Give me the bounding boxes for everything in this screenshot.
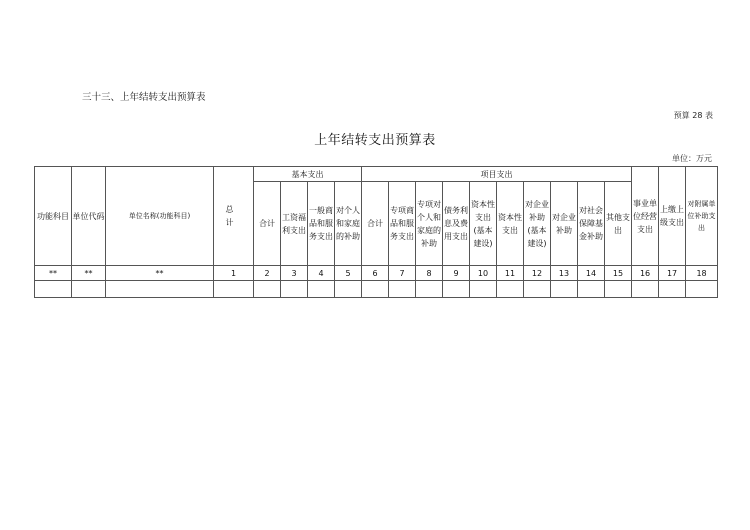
index-cell: 1 [214, 266, 254, 281]
page-title: 上年结转支出预算表 [314, 133, 436, 148]
header-basic-col: 合计 [254, 182, 281, 266]
index-cell: 15 [605, 266, 632, 281]
table-row-empty [35, 281, 718, 298]
index-cell: 17 [659, 266, 686, 281]
header-basic-expense: 基本支出 [254, 167, 362, 182]
header-project-col: 专项对个人和家庭的补助 [416, 182, 443, 266]
index-cell: 13 [551, 266, 578, 281]
header-project-expense: 项目支出 [362, 167, 632, 182]
header-basic-col: 工资福利支出 [281, 182, 308, 266]
header-project-col: 对企业补助(基本建设) [524, 182, 551, 266]
index-cell: 2 [254, 266, 281, 281]
header-project-col: 专项商品和服务支出 [389, 182, 416, 266]
header-project-col: 债务利息及费用支出 [443, 182, 470, 266]
index-cell: ** [35, 266, 72, 281]
header-upper-payment: 上缴上级支出 [659, 167, 686, 266]
index-cell: 4 [308, 266, 335, 281]
index-cell: 11 [497, 266, 524, 281]
header-row-1 [35, 167, 718, 182]
index-cell: 5 [335, 266, 362, 281]
index-cell: ** [72, 266, 106, 281]
header-business-expense: 事业单位经营支出 [632, 167, 659, 266]
index-cell: 18 [686, 266, 718, 281]
index-cell: 12 [524, 266, 551, 281]
unit-label: 单位：万元 [672, 154, 712, 163]
header-project-col: 对企业补助 [551, 182, 578, 266]
section-title: 三十三、上年结转支出预算表 [82, 92, 206, 103]
header-subsidiary-subsidy: 对附属单位补助支出 [686, 167, 718, 266]
header-project-col: 资本性支出 [497, 182, 524, 266]
index-cell: 10 [470, 266, 497, 281]
index-row [35, 266, 718, 281]
index-cell: 7 [389, 266, 416, 281]
index-cell: 3 [281, 266, 308, 281]
index-cell: 6 [362, 266, 389, 281]
index-cell: 16 [632, 266, 659, 281]
index-cell: ** [106, 266, 214, 281]
header-unit-code: 单位代码 [72, 167, 106, 266]
index-cell: 14 [578, 266, 605, 281]
index-cell: 8 [416, 266, 443, 281]
budget-table [34, 166, 718, 298]
header-basic-col: 一般商品和服务支出 [308, 182, 335, 266]
header-unit-name: 单位名称(功能科目) [106, 167, 214, 266]
header-project-col: 合计 [362, 182, 389, 266]
header-basic-col: 对个人和家庭的补助 [335, 182, 362, 266]
header-project-col: 资本性支出(基本建设) [470, 182, 497, 266]
index-cell: 9 [443, 266, 470, 281]
header-func-subject: 功能科目 [35, 167, 72, 266]
header-project-col: 其他支出 [605, 182, 632, 266]
table-number: 预算 28 表 [673, 111, 713, 120]
header-project-col: 对社会保障基金补助 [578, 182, 605, 266]
header-total: 总 计 [214, 167, 254, 266]
